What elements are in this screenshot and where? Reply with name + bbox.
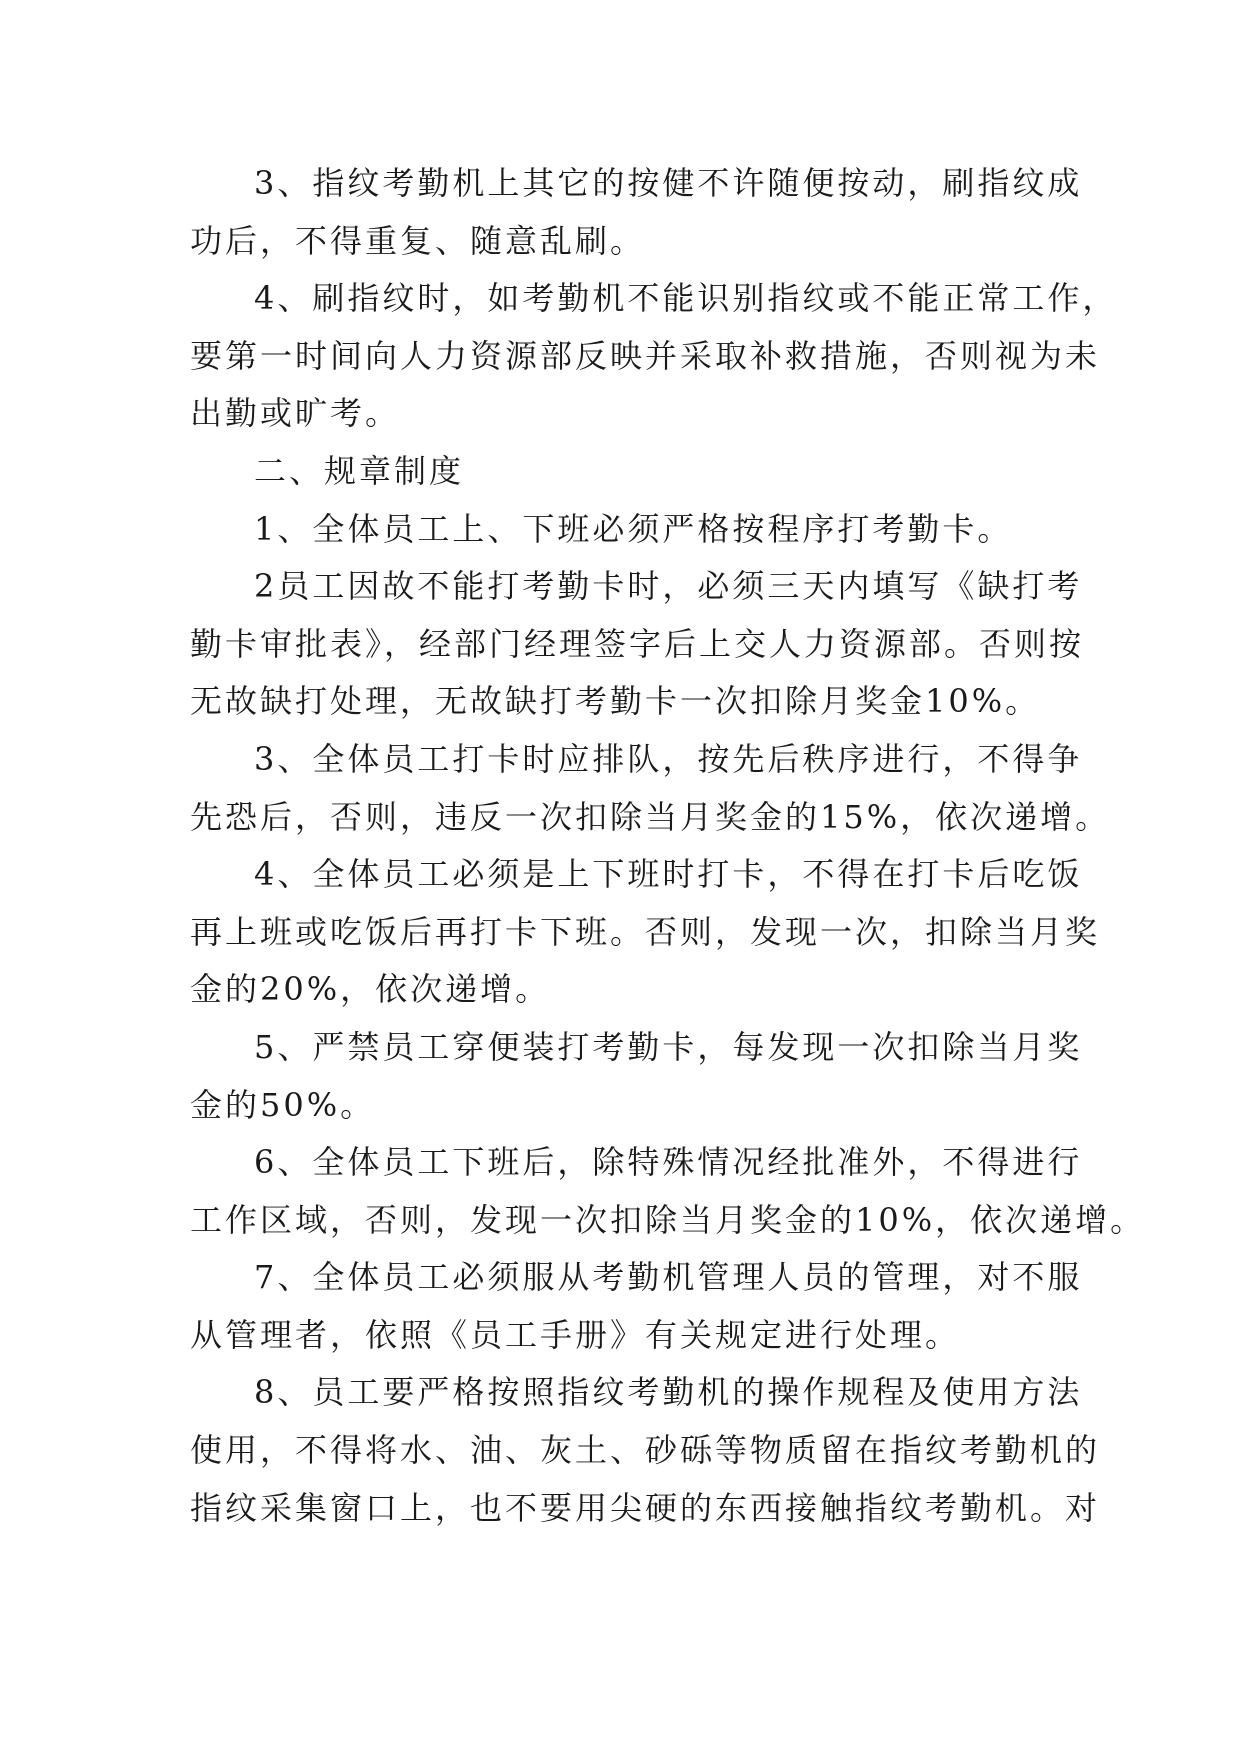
text-line: 3、指纹考勤机上其它的按健不许随便按动，刷指纹成 <box>254 164 1083 202</box>
text-line: 4、全体员工必须是上下班时打卡，不得在打卡后吃饭 <box>254 855 1083 894</box>
paragraph-5 <box>190 558 1085 731</box>
paragraph-1 <box>190 155 1083 270</box>
text-line: 金的20%，依次递增。 <box>190 970 551 1009</box>
text-line: 2员工因故不能打考勤卡时，必须三天内填写《缺打考 <box>254 567 1083 606</box>
text-line: 8、员工要严格按照指纹考勤机的操作规程及使用方法 <box>254 1373 1083 1412</box>
text-line: 5、严禁员工穿便装打考勤卡，每发现一次扣除当月奖 <box>254 1027 1083 1066</box>
paragraph-7 <box>190 846 1101 1019</box>
text-line: 4、刷指纹时，如考勤机不能识别指纹或不能正常工作， <box>254 279 1118 318</box>
text-line: 功后，不得重复、随意乱刷。 <box>190 221 646 260</box>
text-line: 工作区域，否则，发现一次扣除当月奖金的10%，依次递增。 <box>190 1200 1146 1239</box>
text-line: 先恐后，否则，违反一次扣除当月奖金的15%，依次递增。 <box>190 797 1111 836</box>
paragraph-8 <box>190 1019 1083 1134</box>
paragraph-4 <box>190 501 1052 559</box>
text-line: 从管理者，依照《员工手册》有关规定进行处理。 <box>190 1315 961 1354</box>
paragraph-2 <box>190 270 1118 443</box>
text-line: 6、全体员工下班后，除特殊情况经批准外，不得进行 <box>254 1143 1083 1182</box>
text-line: 金的50%。 <box>190 1085 376 1124</box>
section-heading <box>190 443 1052 501</box>
text-line: 1、全体员工上、下班必须严格按程序打考勤卡。 <box>254 509 1013 548</box>
text-line: 7、全体员工必须服从考勤机管理人员的管理，对不服 <box>254 1258 1083 1297</box>
text-line: 再上班或吃饭后再打卡下班。否则，发现一次，扣除当月奖 <box>190 912 1101 951</box>
text-line: 要第一时间向人力资源部反映并采取补救措施，否则视为未 <box>190 336 1101 375</box>
text-line: 无故缺打处理，无故缺打考勤卡一次扣除月奖金10%。 <box>190 682 1041 721</box>
paragraph-10 <box>190 1249 1083 1364</box>
paragraph-11 <box>190 1364 1101 1537</box>
text-line: 3、全体员工打卡时应排队，按先后秩序进行，不得争 <box>254 739 1083 778</box>
document-body <box>190 155 1146 1537</box>
paragraph-6 <box>190 731 1111 846</box>
text-line: 使用，不得将水、油、灰土、砂砾等物质留在指纹考勤机的 <box>190 1431 1101 1470</box>
text-line: 二、规章制度 <box>254 451 465 490</box>
paragraph-9 <box>190 1134 1146 1249</box>
text-line: 指纹采集窗口上，也不要用尖硬的东西接触指纹考勤机。对 <box>190 1488 1101 1527</box>
text-line: 出勤或旷考。 <box>190 394 401 433</box>
text-line: 勤卡审批表》，经部门经理签字后上交人力资源部。否则按 <box>190 624 1085 663</box>
